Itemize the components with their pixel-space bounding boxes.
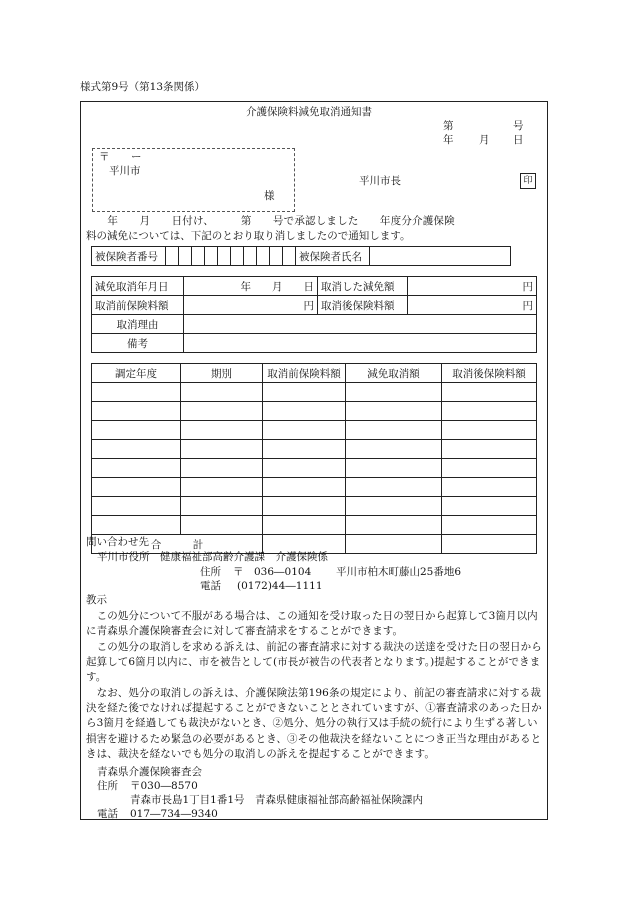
doc-date-month: 月: [479, 134, 490, 146]
schedule-cell[interactable]: [346, 421, 442, 440]
schedule-cell[interactable]: [263, 497, 346, 516]
instruction-heading: 教示: [86, 594, 107, 606]
schedule-cell[interactable]: [442, 516, 537, 535]
doc-number-dai: 第: [443, 120, 454, 132]
contact-heading: 問い合わせ先: [86, 536, 149, 548]
reason-value[interactable]: [184, 315, 537, 334]
schedule-cell[interactable]: [442, 440, 537, 459]
intro-line-1: 年 月 日付け、 第 号で承認しました 年度分介護保険: [86, 215, 455, 227]
seal-mark: 印: [520, 173, 536, 189]
instruction-paragraph-2: この処分の取消しを求める訴えは、前記の審査請求に対する裁決の送達を受けた日の翌日から起算して6箇月以内に、市を被告として(市長が被告の代表者となります。)提起することができます。: [86, 641, 542, 684]
schedule-header: 期別: [181, 364, 263, 383]
schedule-cell[interactable]: [181, 459, 263, 478]
insured-number-digit-cell[interactable]: [218, 247, 231, 266]
insured-number-digit-cell[interactable]: [179, 247, 192, 266]
council-phone: 017―734―9340: [130, 808, 218, 820]
doc-date-year: 年: [443, 134, 454, 146]
schedule-row: [92, 383, 537, 402]
schedule-table: [91, 363, 537, 554]
insured-name-value[interactable]: [370, 247, 511, 266]
schedule-cell[interactable]: [92, 421, 181, 440]
insured-number-digit-cell[interactable]: [270, 247, 283, 266]
schedule-cell[interactable]: [263, 383, 346, 402]
contact-phone-label: 電話: [200, 580, 221, 592]
schedule-cell[interactable]: [181, 402, 263, 421]
contact-address-label: 住所: [200, 566, 221, 578]
schedule-header: 取消前保険料額: [263, 364, 346, 383]
doc-number-go: 号: [513, 120, 524, 132]
recipient-city: 平川市: [109, 165, 141, 177]
document-title: 介護保険料減免取消通知書: [246, 106, 372, 118]
insured-number-digit-cell[interactable]: [166, 247, 179, 266]
cancelled-amount-yen[interactable]: 円: [408, 277, 537, 296]
schedule-cell[interactable]: [181, 516, 263, 535]
instruction-paragraph-1: この処分について不服がある場合は、この通知を受け取った日の翌日から起算して3箇月以内に青森県介護保険審査会に対して審査請求をすることができます。: [86, 610, 538, 638]
schedule-cell[interactable]: [92, 383, 181, 402]
schedule-row: [92, 497, 537, 516]
issuer-title: 平川市長: [359, 175, 401, 187]
instruction-paragraph-3: なお、処分の取消しの訴えは、介護保険法第196条の規定により、前記の審査請求に対する裁決を経た後でなければ提起することができないこととされていますが、①審査請求のあった日から3箇月を経過しても裁決がないとき、②処分、処分の執行又は手続の続行により生ずる著しい損害を避けるため緊急の必要があるとき、③その他裁決を経ないことにつき正当な理由があるときは、裁決を経ないでも処分の取消しの訴えを提起することができます。: [86, 687, 542, 760]
council-phone-label: 電話: [97, 808, 118, 820]
schedule-cell[interactable]: [346, 402, 442, 421]
schedule-cell[interactable]: [181, 440, 263, 459]
schedule-cell[interactable]: [181, 421, 263, 440]
schedule-cell[interactable]: [346, 497, 442, 516]
schedule-header: 調定年度: [92, 364, 181, 383]
schedule-cell[interactable]: [263, 421, 346, 440]
schedule-cell[interactable]: [346, 383, 442, 402]
schedule-cell[interactable]: [92, 478, 181, 497]
schedule-cell[interactable]: [346, 459, 442, 478]
contact-address: 平川市柏木町藤山25番地6: [336, 566, 462, 578]
insured-number-digit-cell[interactable]: [244, 247, 257, 266]
council-name: 青森県介護保険審査会: [97, 766, 202, 778]
schedule-cell[interactable]: [346, 478, 442, 497]
schedule-header: 減免取消額: [346, 364, 442, 383]
schedule-cell[interactable]: [92, 497, 181, 516]
schedule-header: 取消後保険料額: [442, 364, 537, 383]
schedule-cell[interactable]: [263, 440, 346, 459]
schedule-cell[interactable]: [181, 383, 263, 402]
intro-line-2: 料の減免については、下記のとおり取り消しましたので通知します。: [86, 230, 411, 242]
contact-phone: (0172)44―1111: [237, 580, 323, 592]
insured-number-digit-cell[interactable]: [257, 247, 270, 266]
reason-label: 取消理由: [92, 315, 184, 334]
note-value[interactable]: [184, 334, 537, 353]
schedule-cell[interactable]: [181, 497, 263, 516]
schedule-cell[interactable]: [92, 516, 181, 535]
note-label: 備考: [92, 334, 184, 353]
form-id: 様式第9号（第13条関係）: [80, 81, 206, 93]
schedule-cell[interactable]: [92, 459, 181, 478]
schedule-row: [92, 402, 537, 421]
cancel-date-label: 減免取消年月日: [92, 277, 184, 296]
schedule-cell[interactable]: [263, 402, 346, 421]
insured-number-label: 被保険者番号: [92, 247, 166, 266]
insured-number-digit-cell[interactable]: [283, 247, 296, 266]
contact-office: 平川市役所 健康福祉部高齢介護課 介護保険係: [97, 551, 328, 563]
schedule-cell[interactable]: [442, 421, 537, 440]
schedule-cell[interactable]: [92, 402, 181, 421]
schedule-row: [92, 440, 537, 459]
doc-date-day: 日: [513, 134, 524, 146]
contact-postal: 〒 036―0104: [233, 566, 312, 578]
schedule-cell[interactable]: [346, 440, 442, 459]
schedule-cell[interactable]: [181, 478, 263, 497]
schedule-cell[interactable]: [442, 459, 537, 478]
schedule-cell[interactable]: [92, 440, 181, 459]
council-address-label: 住所: [97, 780, 118, 792]
schedule-cell[interactable]: [263, 516, 346, 535]
insured-number-digit-cell[interactable]: [205, 247, 218, 266]
after-amount-label: 取消後保険料額: [318, 296, 408, 315]
before-amount-label: 取消前保険料額: [92, 296, 184, 315]
schedule-cell[interactable]: [442, 497, 537, 516]
before-amount-yen[interactable]: 円: [184, 296, 318, 315]
schedule-total-after[interactable]: [442, 535, 537, 554]
schedule-row: [92, 478, 537, 497]
recipient-sama: 様: [264, 190, 275, 202]
postal-mark: 〒: [99, 151, 110, 163]
schedule-cell[interactable]: [442, 402, 537, 421]
insured-number-digit-cell[interactable]: [192, 247, 205, 266]
cancelled-amount-label: 取消した減免額: [318, 277, 408, 296]
postal-dash: ー: [131, 151, 142, 163]
schedule-cell[interactable]: [263, 459, 346, 478]
schedule-cell[interactable]: [442, 383, 537, 402]
insured-name-label: 被保険者氏名: [296, 247, 370, 266]
council-address: 青森市長島1丁目1番1号 青森県健康福祉部高齢福祉保険課内: [130, 794, 424, 806]
insured-table: [91, 246, 511, 266]
schedule-cell[interactable]: [442, 478, 537, 497]
details-table: [91, 276, 537, 353]
council-postal: 〒030―8570: [130, 780, 198, 792]
after-amount-yen[interactable]: 円: [408, 296, 537, 315]
schedule-row: [92, 421, 537, 440]
schedule-cell[interactable]: [263, 478, 346, 497]
schedule-total-reduction[interactable]: [346, 535, 442, 554]
schedule-total-label: 合 計: [92, 535, 263, 554]
schedule-row: [92, 516, 537, 535]
insured-number-digit-cell[interactable]: [231, 247, 244, 266]
schedule-row: [92, 459, 537, 478]
schedule-cell[interactable]: [346, 516, 442, 535]
cancel-date-value[interactable]: 年 月 日: [184, 277, 318, 296]
